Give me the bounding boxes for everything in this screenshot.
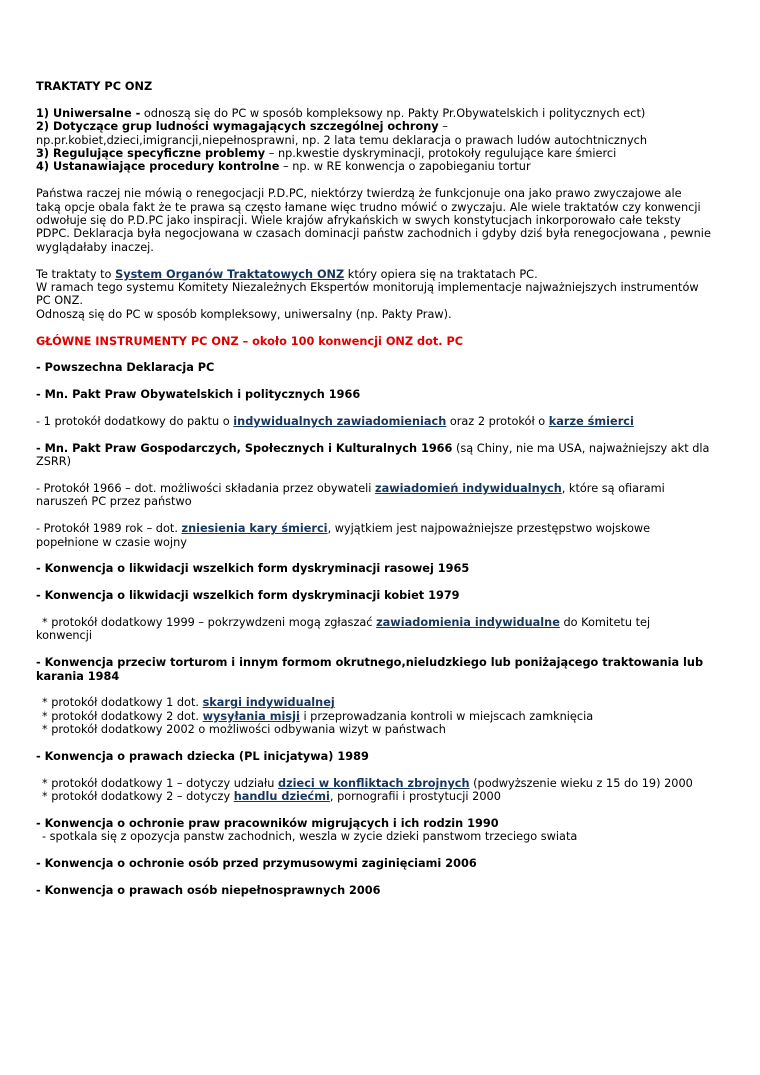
child-rights-protocols: * protokół dodatkowy 1 – dotyczy udziału dzieci w konfliktach zbrojnych (podwyższenie wieku z 15 do 19) 2000 * protokół dodatkowy 2 – dotyczy handlu dziećmi, pornografii i prostytucji 2000 — [42, 776, 693, 804]
category-4: 4) Ustanawiające procedury kontrolne – np. w RE konwencja o zapobieganiu tortur — [36, 160, 531, 174]
individual-notifications-link[interactable]: indywidualnych zawiadomieniach — [233, 415, 447, 429]
category-2-continuation: np.pr.kobiet,dzieci,imigrancji,niepełnosprawni, np. 2 lata temu deklaracja o prawach ludów autochtnicznych — [36, 133, 648, 147]
instrument-women-discrimination: - Konwencja o likwidacji wszelkich form dyskryminacji kobiet 1979 — [36, 589, 460, 603]
abolition-death-penalty-link[interactable]: zniesienia kary śmierci — [181, 522, 328, 536]
individual-complaint-link[interactable]: skargi indywidualnej — [202, 696, 335, 710]
armed-conflict-link[interactable]: dzieci w konfliktach zbrojnych — [278, 776, 470, 790]
individual-complaints-link[interactable]: zawiadomień indywidualnych — [375, 482, 562, 496]
child-trafficking-link[interactable]: handlu dziećmi — [233, 790, 330, 804]
instrument-torture: - Konwencja przeciw torturom i innym formom okrutnego,nieludzkiego lub poniżającego traktowania lub karania 1984 — [36, 656, 704, 683]
treaty-system-link[interactable]: System Organów Traktatowych ONZ — [115, 267, 345, 281]
sending-missions-link[interactable]: wysyłania misji — [202, 709, 300, 723]
paragraph-declaration: Państwa raczej nie mówią o renegocjacji P.D.PC, niektórzy twierdzą że funkcjonuje ona jako prawo zwyczajowe ale taką opcje obala fakt że te prawa są często łamane więc trudno mówić o zwyczaju. Ale wiele traktatów czy konwencji odwołuje się do P.D.PC jako inspiracji. Wiele krajów afrykańskich w swych konstytucjach inkorporowało całe teksty PDPC. Deklaracja była negocjowana w czasach dominacji państw zachodnich i gdyby dziś była renegocjowana , pewnie wyglądałaby inaczej. — [36, 187, 711, 254]
category-1: 1) Uniwersalne - odnoszą się do PC w sposób kompleksowy np. Pakty Pr.Obywatelskich i politycznych ect) — [36, 106, 646, 120]
document-title: TRAKTATY PC ONZ — [36, 80, 153, 93]
death-penalty-link[interactable]: karze śmierci — [548, 415, 634, 429]
economic-pact-protocol-1966: - Protokół 1966 – dot. możliwości składania przez obywateli zawiadomień indywidualnych, które są ofiarami naruszeń PC przez państwo — [36, 482, 665, 509]
main-heading: GŁÓWNE INSTRUMENTY PC ONZ – około 100 konwencji ONZ dot. PC — [36, 334, 464, 348]
instrument-child-rights: - Konwencja o prawach dziecka (PL inicjatywa) 1989 — [36, 750, 369, 764]
instrument-disabilities: - Konwencja o prawach osób niepełnosprawnych 2006 — [36, 884, 381, 898]
women-protocol-1999: * protokół dodatkowy 1999 – pokrzywdzeni mogą zgłaszać zawiadomienia indywidualne do Komitetu tej konwencji — [36, 616, 651, 643]
economic-pact-protocol-1989: - Protokół 1989 rok – dot. zniesienia kary śmierci, wyjątkiem jest najpoważniejsze przestępstwo wojskowe popełnione w czasie wojny — [36, 522, 651, 549]
instrument-economic-pact: - Mn. Pakt Praw Gospodarczych, Społecznych i Kulturalnych 1966 (są Chiny, nie ma USA, najważniejszy akt dla ZSRR) — [36, 441, 710, 469]
instrument-enforced-disappearance: - Konwencja o ochronie osób przed przymusowymi zaginięciami 2006 — [36, 857, 477, 871]
individual-notices-link[interactable]: zawiadomienia indywidualne — [376, 616, 560, 630]
paragraph-treaty-system: Te traktaty to System Organów Traktatowych ONZ który opiera się na traktatach PC. W ramach tego systemu Komitety Niezależnych Ekspertów monitorują implementacje najważniejszych instrumentów PC ONZ. Odnoszą się do PC w sposób kompleksowy, uniwersalny (np. Pakty Praw). — [36, 267, 699, 321]
torture-protocols: * protokół dodatkowy 1 dot. skargi indywidualnej * protokół dodatkowy 2 dot. wysyłania misji i przeprowadzania kontroli w miejscach zamknięcia * protokół dodatkowy 2002 o możliwości odbywania wizyt w państwach — [42, 696, 594, 737]
instrument-declaration: - Powszechna Deklaracja PC — [36, 361, 215, 375]
category-2: 2) Dotyczące grup ludności wymagających szczególnej ochrony – — [36, 120, 448, 134]
instrument-racial-discrimination: - Konwencja o likwidacji wszelkich form dyskryminacji rasowej 1965 — [36, 562, 470, 576]
instrument-migrant-workers: - Konwencja o ochronie praw pracowników migrujących i ich rodzin 1990 — [36, 817, 499, 831]
migrant-workers-note: - spotkala się z opozycja panstw zachodnich, weszla w zycie dzieki panstwom trzeciego swiata — [42, 830, 578, 844]
instrument-civil-pact: - Mn. Pakt Praw Obywatelskich i politycznych 1966 — [36, 388, 361, 402]
category-3: 3) Regulujące specyficzne problemy – np.kwestie dyskryminacji, protokoły regulujące kare śmierci — [36, 147, 617, 161]
civil-pact-protocols: - 1 protokół dodatkowy do paktu o indywidualnych zawiadomieniach oraz 2 protokół o karze śmierci — [36, 415, 634, 429]
